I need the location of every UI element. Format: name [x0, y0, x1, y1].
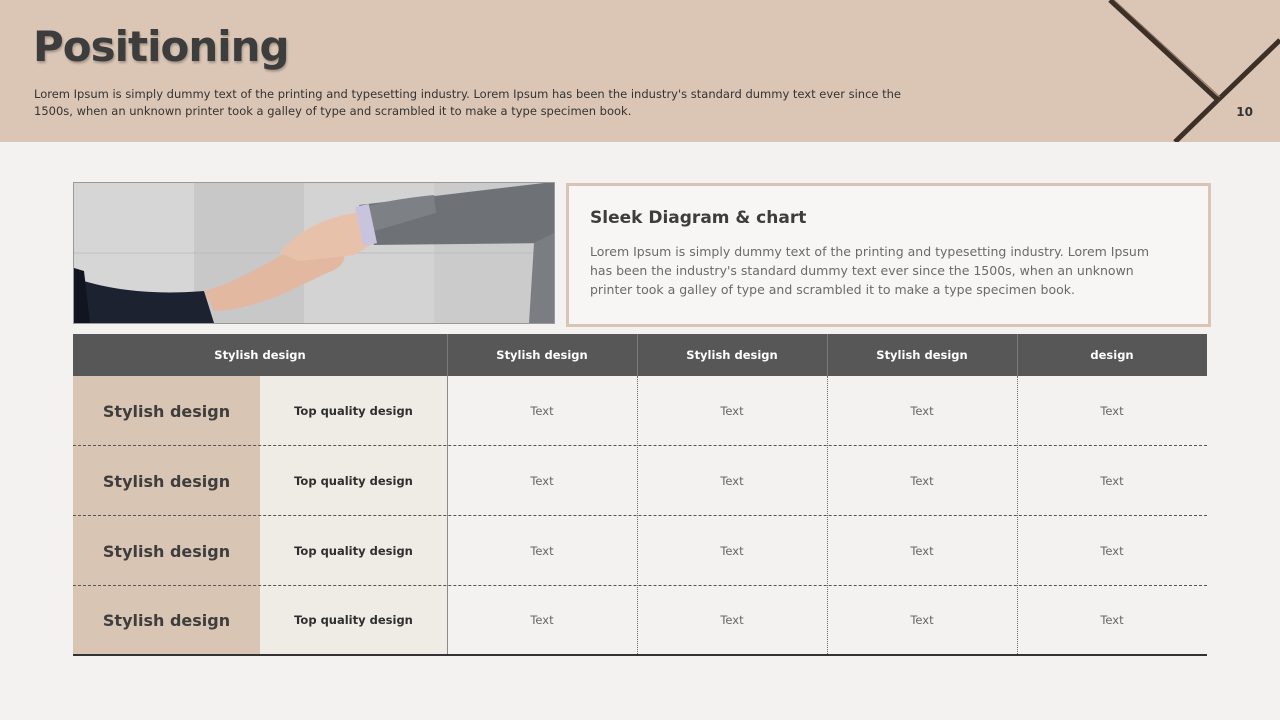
- info-box-text: Lorem Ipsum is simply dummy text of the printing and typesetting industry. Lorem Ipsum has been the industry's standard dummy text ever since the 1500s, when an unknown printer took a galley of type and scrambled it to make a type specimen book.: [590, 244, 1150, 297]
- table-header-cell: design: [1090, 348, 1134, 362]
- page-subtitle: Lorem Ipsum is simply dummy text of the printing and typesetting industry. Lorem Ipsum has been the industry's standard dummy text ever since the 1500s, when an unknown printer took a galley of type and scrambled it to make a type specimen book.: [34, 87, 901, 118]
- column-divider: [827, 376, 828, 656]
- table-cell: Text: [720, 474, 744, 488]
- table-header-cell: Stylish design: [686, 348, 778, 362]
- handshake-icon: [74, 183, 554, 323]
- table-cell: Text: [530, 613, 554, 627]
- comparison-table: [73, 334, 1207, 656]
- page-number: 10: [1236, 105, 1253, 119]
- table-cell: Text: [910, 404, 934, 418]
- table-header-cell: Stylish design: [876, 348, 968, 362]
- table-row: [73, 586, 1207, 654]
- table-row: [73, 516, 1207, 586]
- table-cell: Text: [720, 404, 744, 418]
- table-cell: Text: [1100, 544, 1124, 558]
- table-cell: Text: [910, 474, 934, 488]
- page-title: Positioning: [33, 22, 289, 71]
- row-sublabel: Top quality design: [260, 446, 447, 516]
- info-box-title: Sleek Diagram & chart: [590, 208, 807, 228]
- table-cell: Text: [530, 404, 554, 418]
- table-cell: Text: [1100, 474, 1124, 488]
- header-band: [0, 0, 1280, 142]
- row-label: Stylish design: [73, 376, 260, 446]
- table-bottom-rule: [73, 654, 1207, 656]
- row-sublabel: Top quality design: [260, 376, 447, 446]
- table-header-cell: Stylish design: [496, 348, 588, 362]
- table-cell: Text: [720, 613, 744, 627]
- table-row: [73, 376, 1207, 446]
- column-divider: [637, 376, 638, 656]
- handshake-photo: [73, 182, 555, 324]
- row-sublabel: Top quality design: [260, 516, 447, 586]
- table-header-cell: Stylish design: [214, 348, 306, 362]
- table-header-row: [73, 334, 1207, 376]
- info-box: [566, 183, 1211, 327]
- row-sublabel: Top quality design: [260, 586, 447, 654]
- column-divider: [1017, 376, 1018, 656]
- column-divider: [447, 376, 448, 656]
- table-row: [73, 446, 1207, 516]
- table-cell: Text: [910, 544, 934, 558]
- corner-decoration-icon: [1100, 0, 1280, 142]
- table-cell: Text: [530, 474, 554, 488]
- table-cell: Text: [1100, 404, 1124, 418]
- row-label: Stylish design: [73, 446, 260, 516]
- table-cell: Text: [910, 613, 934, 627]
- table-cell: Text: [720, 544, 744, 558]
- row-label: Stylish design: [73, 516, 260, 586]
- table-cell: Text: [1100, 613, 1124, 627]
- table-cell: Text: [530, 544, 554, 558]
- row-label: Stylish design: [73, 586, 260, 654]
